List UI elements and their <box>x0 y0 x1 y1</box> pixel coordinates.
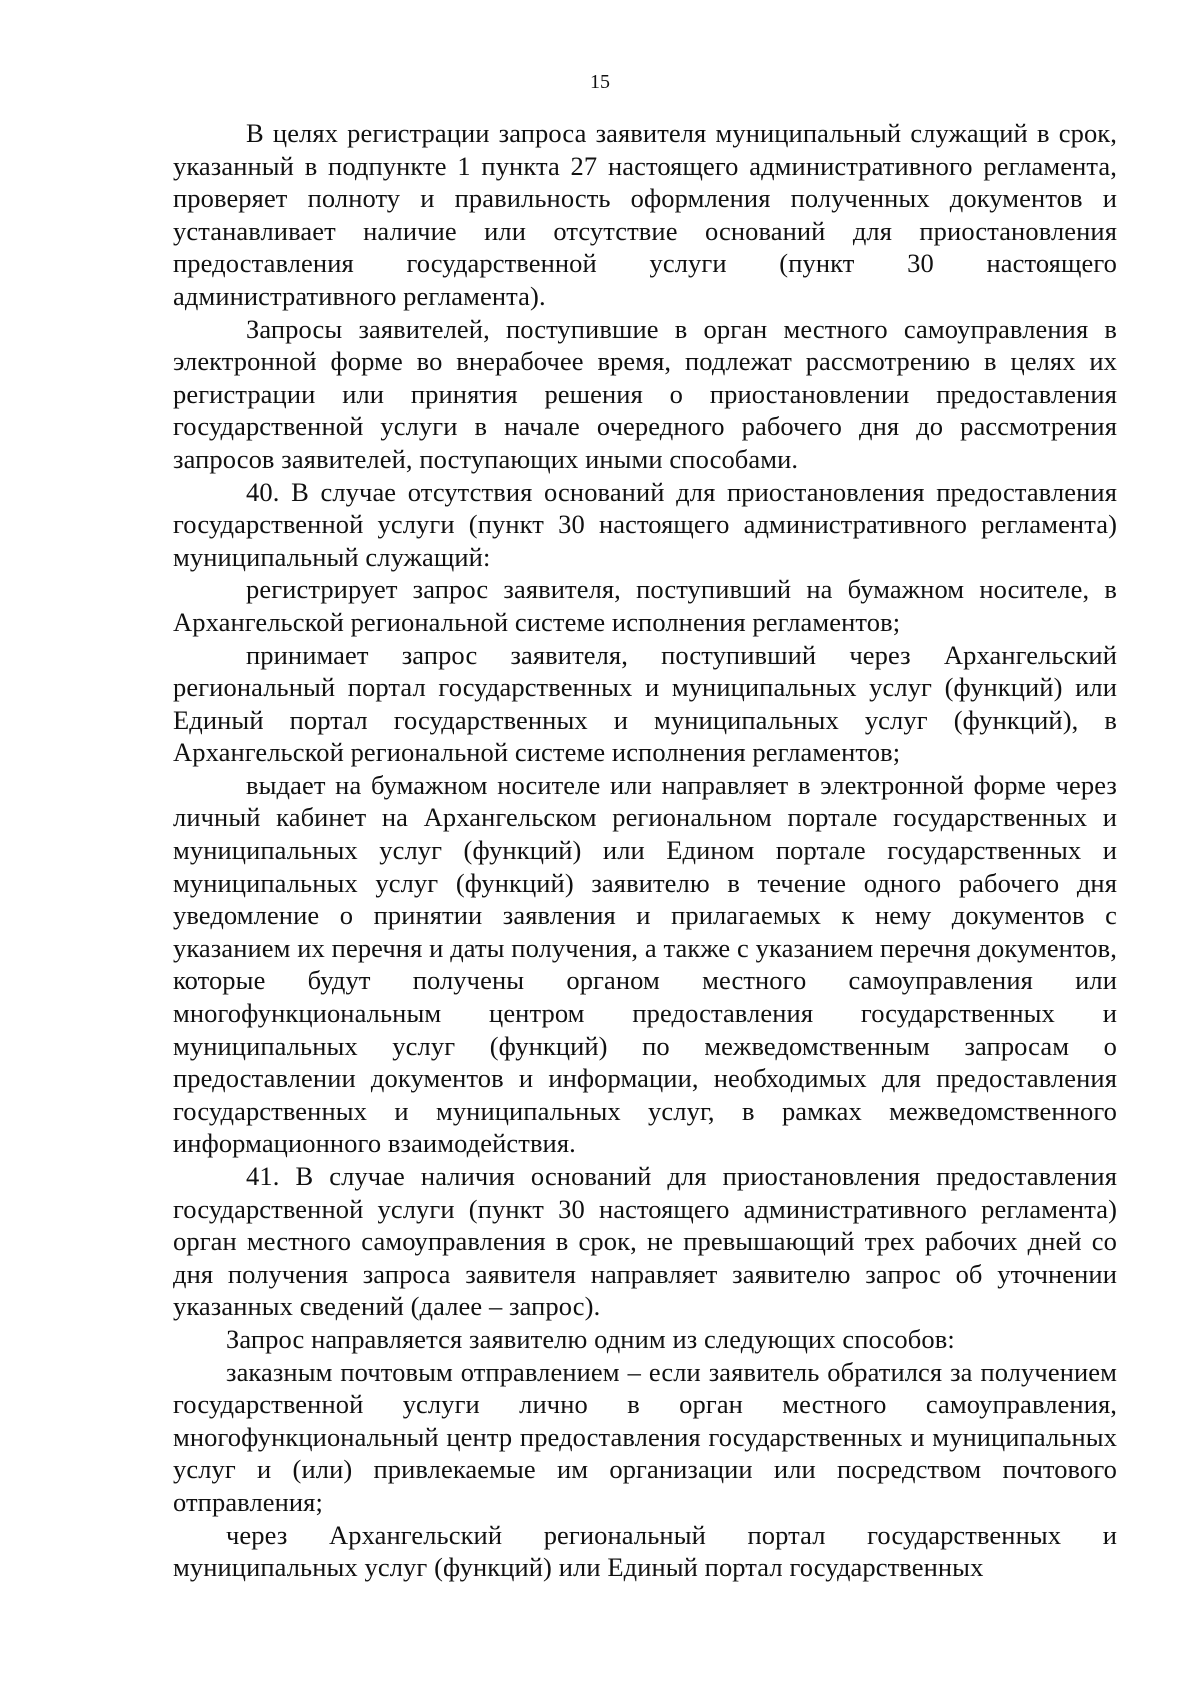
paragraph-item-40: 40. В случае отсутствия оснований для приостановления предоставления государственной услуги (пункт 30 настоящего административного регламента) муниципальный служащий: <box>173 476 1117 572</box>
document-body <box>173 117 1117 1584</box>
paragraph-item-41: 41. В случае наличия оснований для приостановления предоставления государственной услуги (пункт 30 настоящего административного регламента) орган местного самоуправления в срок, не превышающий трех рабочих дней со дня получения запроса заявителя направляет заявителю запрос об уточнении указанных сведений (далее – запрос). <box>173 1161 1117 1322</box>
paragraph-offhours-requests: Запросы заявителей, поступившие в орган местного самоуправления в электронной форме во внерабочее время, подлежат рассмотрению в целях их регистрации или принятия решения о приостановлении предоставления государственной услуги в начале очередного рабочего дня до рассмотрения запросов заявителей, поступающих иными способами. <box>173 313 1117 474</box>
page-number: 15 <box>590 71 610 93</box>
paragraph-issues-notification: выдает на бумажном носителе или направляет в электронной форме через личный кабинет на Архангельском региональном портале государственных и муниципальных услуг (функций) или Едином портале государственных и муниципальных услуг (функций) заявителю в течение одного рабочего дня уведомление о принятии заявления и прилагаемых к нему документов с указанием их перечня и даты получения, а также с указанием перечня документов, которые будут получены органом местного самоуправления или многофункциональным центром предоставления государственных и муниципальных услуг (функций) по межведомственным запросам о предоставлении документов и информации, необходимых для предоставления государственных и муниципальных услуг, в рамках межведомственного информационного взаимодействия. <box>173 769 1117 1159</box>
paragraph-request-methods: Запрос направляется заявителю одним из следующих способов: <box>226 1323 955 1354</box>
paragraph-accepts-portal-request: принимает запрос заявителя, поступивший через Архангельский региональный портал государственных и муниципальных услуг (функций) или Единый портал государственных и муниципальных услуг (функций), в Архангельской региональной системе исполнения регламентов; <box>173 639 1117 768</box>
paragraph-registered-mail: заказным почтовым отправлением – если заявитель обратился за получением государственной услуги лично в орган местного самоуправления, многофункциональный центр предоставления государственных и муниципальных услуг и (или) привлекаемые им организации или посредством почтового отправления; <box>173 1356 1117 1517</box>
paragraph-via-portal: через Архангельский региональный портал государственных и муниципальных услуг (функций) или Единый портал государственных <box>173 1519 1117 1583</box>
paragraph-registration-check: В целях регистрации запроса заявителя муниципальный служащий в срок, указанный в подпункте 1 пункта 27 настоящего административного регламента, проверяет полноту и правильность оформления полученных документов и устанавливает наличие или отсутствие оснований для приостановления предоставления государственной услуги (пункт 30 настоящего административного регламента). <box>173 118 1117 311</box>
paragraph-registers-paper-request: регистрирует запрос заявителя, поступивший на бумажном носителе, в Архангельской региональной системе исполнения регламентов; <box>173 574 1117 637</box>
